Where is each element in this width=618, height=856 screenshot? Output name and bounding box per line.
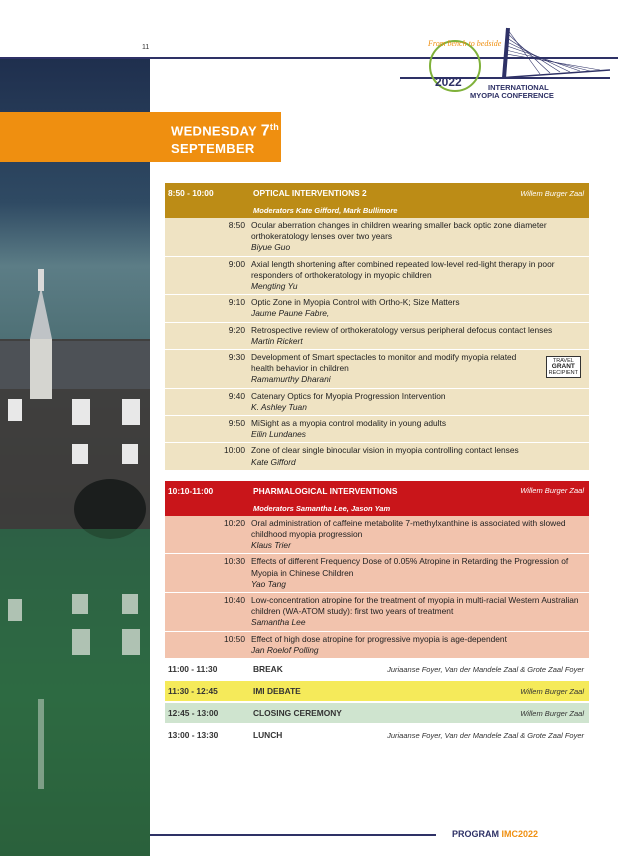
talk-row: 9:30 Development of Smart spectacles to monitor and modify myopia related health behavior in children Ramamurthy Dharani TRAVEL GRANT RECIPIENT	[165, 350, 589, 389]
session-venue: Willem Burger Zaal	[520, 188, 584, 198]
talk-row: 10:50 Effect of high dose atropine for progressive myopia is age-dependent Jan Roelof Polling	[165, 632, 589, 659]
session-time: 8:50 - 10:00	[168, 188, 214, 198]
conference-logo	[400, 26, 610, 106]
travel-grant-badge: TRAVEL GRANT RECIPIENT	[546, 356, 581, 378]
session-optical	[165, 183, 589, 471]
logo-year: 2022	[435, 75, 462, 89]
session-header	[165, 481, 589, 501]
session-title: PHARMALOGICAL INTERVENTIONS	[253, 485, 398, 496]
day-suffix: th	[269, 122, 280, 132]
logo-script: From bench to bedside	[428, 39, 502, 48]
canal-building-photo	[0, 59, 150, 856]
footer-rule	[150, 834, 436, 836]
talk-row: 10:30 Effects of different Frequency Dose of 0.05% Atropine in Retarding the Progression of Myopia in Chinese Children Yao Tang	[165, 554, 589, 593]
session-title: OPTICAL INTERVENTIONS 2	[253, 188, 367, 198]
debate-row: 11:30 - 12:45 IMI DEBATE Willem Burger Zaal	[165, 681, 589, 701]
lunch-row: 13:00 - 13:30 LUNCH Juriaanse Foyer, Van der Mandele Zaal & Grote Zaal Foyer	[168, 730, 584, 741]
talk-row: 9:50 MiSight as a myopia control modality in young adults Eilin Lundanes	[165, 416, 589, 443]
talk-row: 9:20 Retrospective review of orthokeratology versus peripheral defocus contact lenses Martin Rickert	[165, 323, 589, 350]
session-moderators: Moderators Kate Gifford, Mark Bullimore	[165, 203, 589, 218]
schedule	[165, 183, 589, 745]
logo-line2: MYOPIA CONFERENCE	[470, 91, 554, 100]
day-heading	[171, 118, 279, 158]
logo-line1: INTERNATIONAL	[488, 83, 549, 92]
session-header	[165, 183, 589, 203]
day-month: SEPTEMBER	[171, 141, 255, 157]
session-moderators: Moderators Samantha Lee, Jason Yam	[165, 501, 589, 516]
page-number: 11	[142, 44, 150, 51]
closing-row: 12:45 - 13:00 CLOSING CEREMONY Willem Burger Zaal	[165, 703, 589, 723]
session-time: 10:10-11:00	[168, 485, 214, 496]
footer-program: PROGRAM IMC2022	[452, 829, 539, 839]
break-row: 11:00 - 11:30 BREAK Juriaanse Foyer, Van der Mandele Zaal & Grote Zaal Foyer	[168, 664, 584, 675]
talk-row: 10:00 Zone of clear single binocular vision in myopia controlling contact lenses Kate Gifford	[165, 443, 589, 470]
talk-row: 10:20 Oral administration of caffeine metabolite 7-methylxanthine is associated with slowed childhood myopia progression Klaus Trier	[165, 516, 589, 555]
talk-row: 8:50 Ocular aberration changes in children wearing smaller back optic zone diameter orthokeratology lenses over two years Biyue Guo	[165, 218, 589, 257]
talk-row: 10:40 Low-concentration atropine for the treatment of myopia in multi-racial Western Australian children (WA-ATOM study): first two years of treatment Samantha Lee	[165, 593, 589, 632]
session-venue: Willem Burger Zaal	[520, 486, 584, 496]
talk-row: 9:10 Optic Zone in Myopia Control with Ortho-K; Size Matters Jaume Paune Fabre,	[165, 295, 589, 322]
day-number: 7	[260, 122, 270, 140]
day-weekday: WEDNESDAY	[171, 123, 257, 139]
session-pharma	[165, 481, 589, 659]
talk-row: 9:40 Catenary Optics for Myopia Progression Intervention K. Ashley Tuan	[165, 389, 589, 416]
talk-row: 9:00 Axial length shortening after combined repeated low-level red-light therapy in poor responders of orthokeratology in myopic children Mengting Yu	[165, 257, 589, 296]
